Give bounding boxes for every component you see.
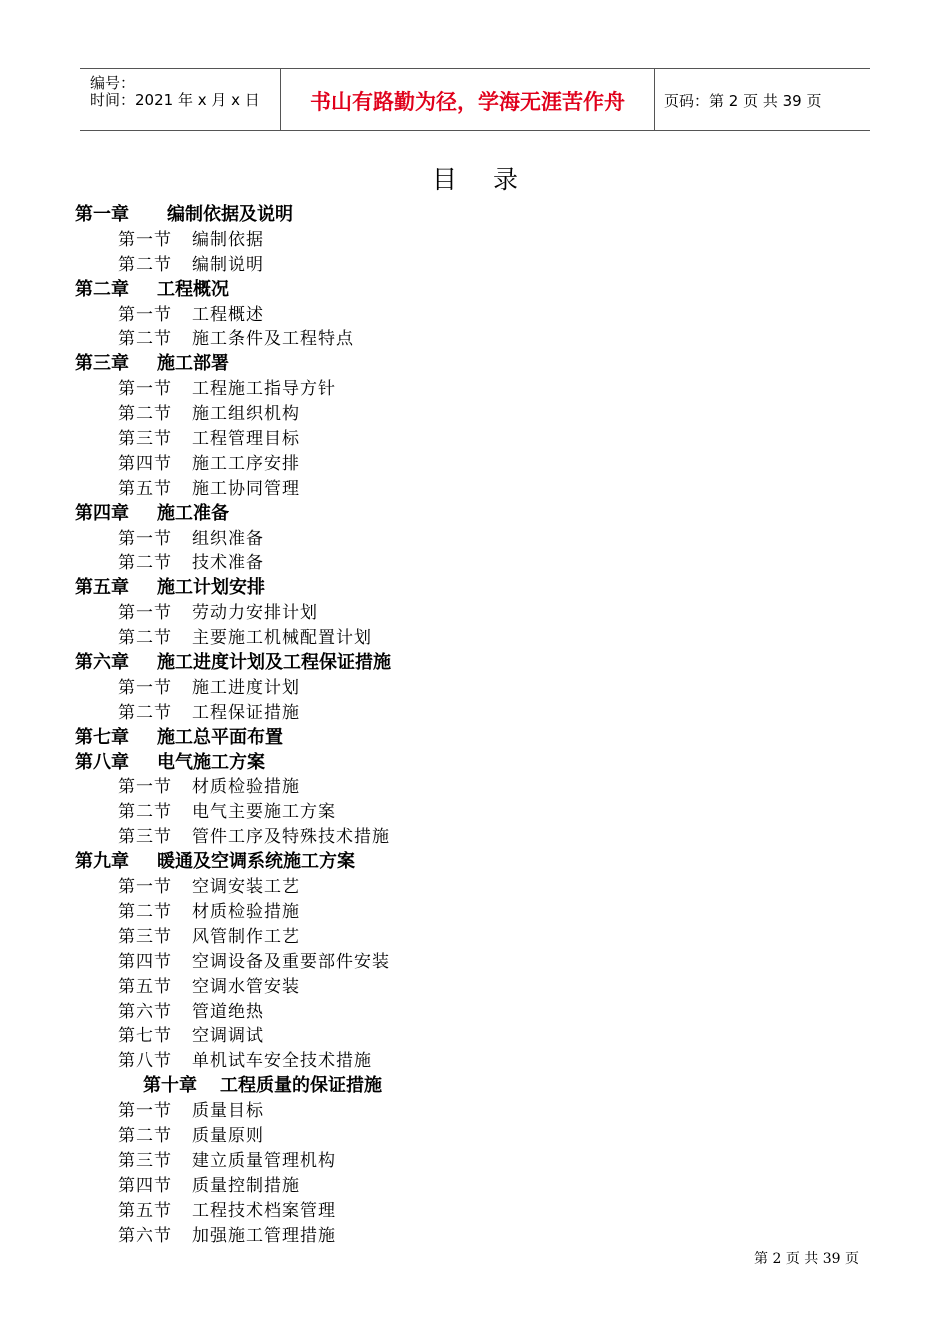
toc-section-title: 质量原则 [192,1125,264,1146]
toc-section-title: 施工条件及工程特点 [192,329,354,350]
toc-section [0,1000,950,1025]
toc-section-title: 施工进度计划 [192,677,300,698]
toc-section [0,377,950,402]
toc-section [0,950,950,975]
toc-section-title: 材质检验措施 [192,777,300,798]
toc-section-number: 第一节 [118,677,172,698]
toc-section [0,327,950,352]
toc-section-number: 第二节 [118,553,172,574]
footer-page-info: 第 2 页 共 39 页 [754,1251,859,1267]
toc-chapter [0,651,950,676]
toc-section-title: 工程管理目标 [192,429,300,450]
toc-section-title: 组织准备 [192,528,264,549]
toc-section [0,701,950,726]
toc-chapter-number: 第十章 [143,1075,197,1097]
toc-section [0,975,950,1000]
toc-chapter-number: 第三章 [75,353,129,375]
toc-section-title: 建立质量管理机构 [192,1150,336,1171]
toc-section [0,1024,950,1049]
toc-section-number: 第六节 [118,1001,172,1022]
toc-section-number: 第四节 [118,951,172,972]
toc-section-number: 第三节 [118,827,172,848]
toc-chapter-title: 工程概况 [157,278,229,300]
toc-chapter [0,850,950,875]
toc-section [0,303,950,328]
toc-section-title: 工程保证措施 [192,702,300,723]
toc-section [0,1149,950,1174]
toc-section-number: 第七节 [118,1026,172,1047]
toc-chapter-title: 施工进度计划及工程保证措施 [157,652,391,674]
toc-section-title: 质量目标 [192,1101,264,1122]
toc-section [0,551,950,576]
toc-section-number: 第一节 [118,229,172,250]
toc-chapter-title: 施工准备 [157,502,229,524]
toc-section-number: 第二节 [118,1125,172,1146]
toc-section [0,626,950,651]
toc-section-title: 单机试车安全技术措施 [192,1051,372,1072]
toc-section [0,452,950,477]
toc-chapter-number: 第八章 [75,751,129,773]
toc-section-title: 加强施工管理措施 [192,1225,336,1246]
toc-section-title: 空调安装工艺 [192,877,300,898]
toc-section [0,900,950,925]
toc-chapter-number: 第五章 [75,577,129,599]
toc-section-number: 第一节 [118,304,172,325]
toc-section [0,825,950,850]
toc-section [0,775,950,800]
toc-section [0,676,950,701]
header-meta-cell [80,69,281,130]
toc-section-title: 编制说明 [192,254,264,275]
toc-chapter [0,502,950,527]
toc-section [0,253,950,278]
toc-chapter [0,352,950,377]
document-number-label: 编号： [90,74,136,92]
toc-section-title: 施工协同管理 [192,478,300,499]
toc-section [0,1124,950,1149]
toc-section-number: 第一节 [118,603,172,624]
toc-section-number: 第二节 [118,404,172,425]
header-motto: 书山有路勤为径，学海无涯苦作舟 [310,90,625,114]
toc-section-number: 第五节 [118,1200,172,1221]
table-of-contents [0,203,950,1248]
toc-section-title: 空调水管安装 [192,976,300,997]
toc-section [0,477,950,502]
toc-section-title: 管道绝热 [192,1001,264,1022]
toc-section-number: 第一节 [118,379,172,400]
toc-chapter [0,1074,950,1099]
toc-chapter-title: 暖通及空调系统施工方案 [157,851,355,873]
toc-section-number: 第四节 [118,1175,172,1196]
toc-section-number: 第四节 [118,453,172,474]
toc-section-number: 第三节 [118,1150,172,1171]
toc-section-title: 风管制作工艺 [192,926,300,947]
toc-section [0,925,950,950]
toc-section [0,800,950,825]
toc-section-number: 第一节 [118,877,172,898]
toc-section [0,427,950,452]
toc-section-number: 第二节 [118,702,172,723]
toc-chapter-number: 第四章 [75,502,129,524]
toc-section [0,1174,950,1199]
toc-chapter [0,203,950,228]
toc-section [0,527,950,552]
toc-section-number: 第二节 [118,628,172,649]
toc-section [0,228,950,253]
toc-section [0,601,950,626]
toc-chapter [0,576,950,601]
toc-section-number: 第六节 [118,1225,172,1246]
toc-chapter-number: 第六章 [75,652,129,674]
toc-section [0,1049,950,1074]
toc-section [0,1224,950,1249]
toc-chapter-number: 第七章 [75,726,129,748]
toc-section-number: 第五节 [118,478,172,499]
toc-section-number: 第二节 [118,254,172,275]
toc-section-title: 材质检验措施 [192,901,300,922]
toc-section-number: 第二节 [118,329,172,350]
toc-section-number: 第三节 [118,429,172,450]
toc-chapter-title: 工程质量的保证措施 [220,1075,382,1097]
toc-section [0,875,950,900]
toc-section [0,1099,950,1124]
toc-chapter-title: 电气施工方案 [157,751,265,773]
toc-section-number: 第五节 [118,976,172,997]
toc-chapter-number: 第二章 [75,278,129,300]
toc-section [0,1199,950,1224]
toc-section-title: 工程技术档案管理 [192,1200,336,1221]
toc-section-number: 第二节 [118,802,172,823]
toc-section-title: 编制依据 [192,229,264,250]
toc-chapter-title: 施工部署 [157,353,229,375]
toc-section-title: 劳动力安排计划 [192,603,318,624]
toc-section-title: 空调调试 [192,1026,264,1047]
toc-chapter-title: 施工总平面布置 [157,726,283,748]
toc-chapter-number: 第九章 [75,851,129,873]
toc-section-title: 管件工序及特殊技术措施 [192,827,390,848]
toc-section-number: 第一节 [118,1101,172,1122]
toc-section-title: 工程施工指导方针 [192,379,336,400]
toc-section-number: 第一节 [118,528,172,549]
header-motto-cell [281,69,655,130]
toc-chapter-number: 第一章 [75,204,129,225]
toc-chapter-title: 施工计划安排 [157,577,265,599]
toc-section-number: 第三节 [118,926,172,947]
toc-section-title: 主要施工机械配置计划 [192,628,372,649]
toc-section-title: 电气主要施工方案 [192,802,336,823]
page-header [80,68,870,131]
toc-section [0,402,950,427]
page-title: 目录 [431,165,554,194]
toc-chapter [0,751,950,776]
toc-section-title: 工程概述 [192,304,264,325]
toc-section-number: 第八节 [118,1051,172,1072]
toc-section-title: 施工组织机构 [192,404,300,425]
toc-section-number: 第二节 [118,901,172,922]
document-time-label: 时间：2021 年 x 月 x 日 [90,91,260,109]
toc-chapter-title: 编制依据及说明 [167,204,293,225]
toc-chapter [0,726,950,751]
toc-section-number: 第一节 [118,777,172,798]
header-page-cell [655,69,870,130]
toc-section-title: 空调设备及重要部件安装 [192,951,390,972]
header-page-info: 页码：第 2 页 共 39 页 [664,92,822,110]
toc-section-title: 施工工序安排 [192,453,300,474]
toc-section-title: 技术准备 [192,553,264,574]
toc-section-title: 质量控制措施 [192,1175,300,1196]
toc-chapter [0,278,950,303]
